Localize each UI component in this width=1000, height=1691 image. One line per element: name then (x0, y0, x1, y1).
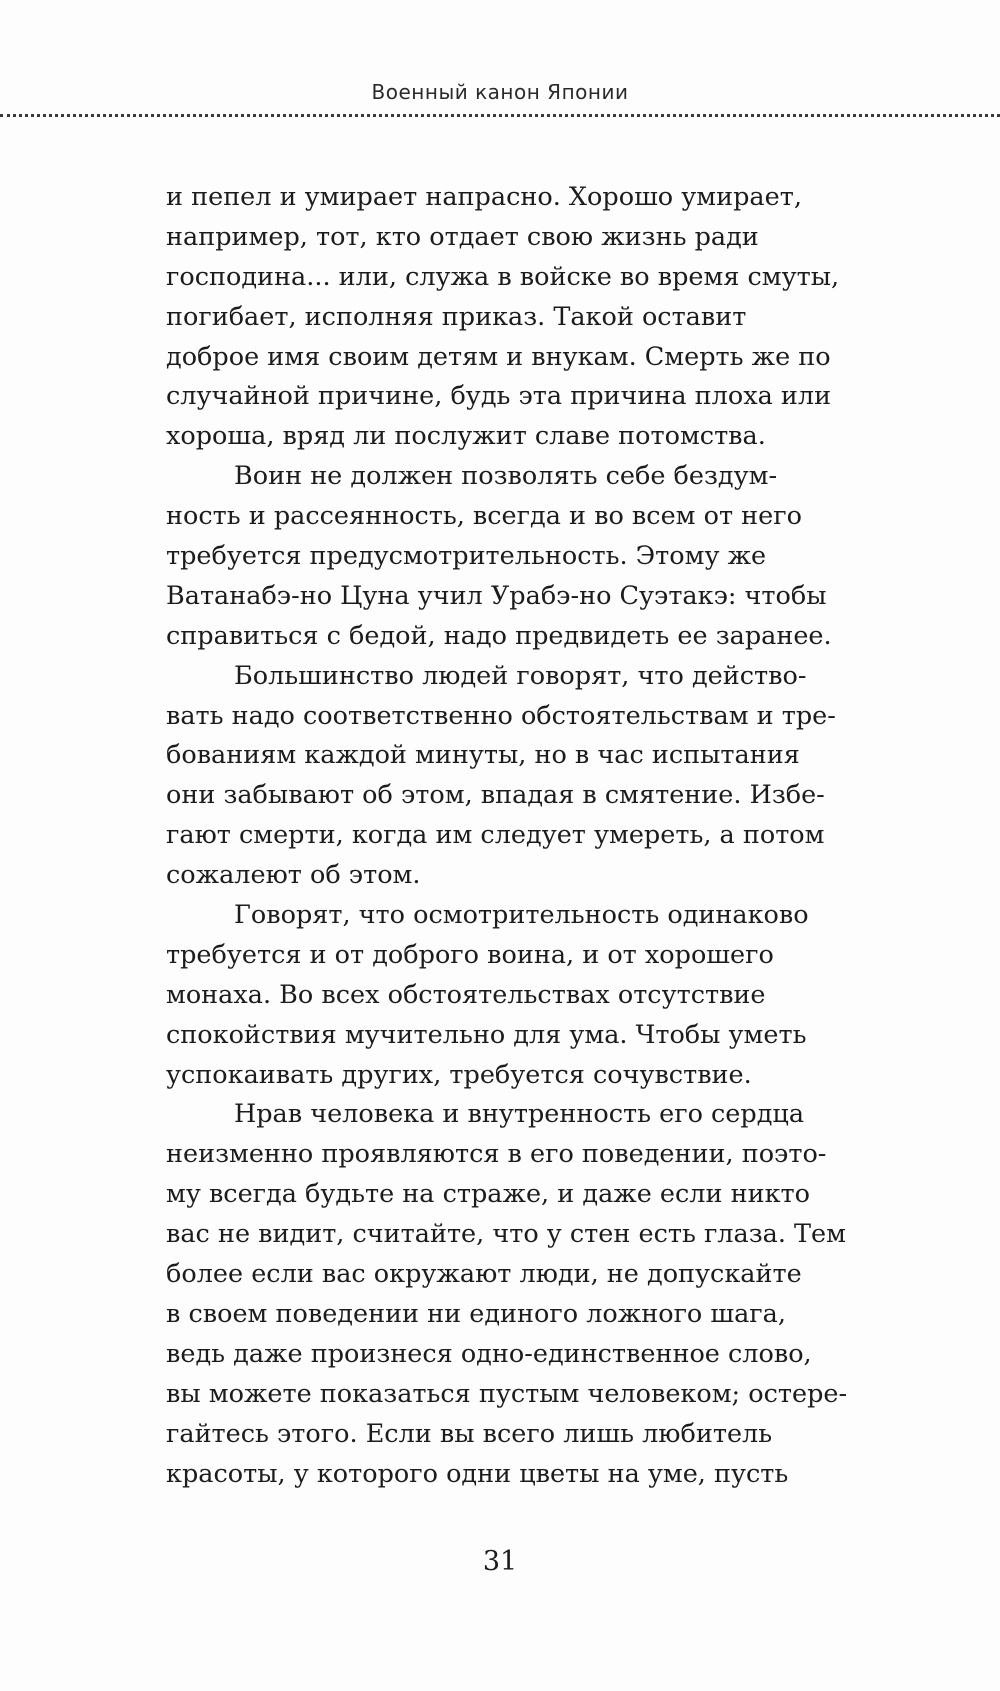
text-line: бованиям каждой минуты, но в час испытания (166, 740, 800, 771)
text-line: погибает, исполняя приказ. Такой оставит (166, 301, 747, 332)
text-line: вас не видит, считайте, что у стен есть глаза. Тем (166, 1219, 846, 1250)
text-line: успокаивать других, требуется сочувствие. (166, 1059, 752, 1090)
text-line: они забывают об этом, впадая в смятение. Избе- (166, 780, 825, 811)
text-line: неизменно проявляются в его поведении, поэто- (166, 1139, 827, 1170)
text-line: красоты, у которого одни цветы на уме, пусть (166, 1458, 789, 1489)
page-number: 31 (482, 1546, 518, 1577)
text-line: в своем поведении ни единого ложного шага, (166, 1298, 786, 1329)
text-line: более если вас окружают люди, не допускайте (166, 1259, 802, 1290)
text-line: Ватанабэ-но Цуна учил Урабэ-но Суэтакэ: чтобы (166, 580, 827, 611)
text-line: сожалеют об этом. (166, 860, 421, 891)
text-line: спокойствия мучительно для ума. Чтобы уметь (166, 1019, 807, 1050)
text-line: ность и рассеянность, всегда и во всем от него (166, 501, 802, 532)
text-line: и пепел и умирает напрасно. Хорошо умирает, (166, 182, 802, 212)
text-line: например, тот, кто отдает свою жизнь ради (166, 221, 759, 252)
body-text (166, 178, 866, 1494)
text-line: му всегда будьте на страже, и даже если никто (166, 1179, 810, 1210)
header-dotted-rule (0, 114, 1000, 117)
text-line: гайтесь этого. Если вы всего лишь любитель (166, 1418, 773, 1449)
text-line: Воин не должен позволять себе бездум- (234, 461, 778, 492)
text-line: Большинство людей говорят, что действо- (234, 660, 807, 691)
text-line: требуется предусмотрительность. Этому же (166, 541, 767, 572)
text-line: хороша, вряд ли послужит славе потомства. (166, 421, 766, 452)
running-header-title: Военный канон Японии (371, 80, 629, 104)
text-line: ведь даже произнеся одно-единственное слово, (166, 1338, 812, 1369)
text-line: требуется и от доброго воина, и от хорошего (166, 939, 774, 970)
text-line: справиться с бедой, надо предвидеть ее заранее. (166, 620, 832, 651)
text-line: случайной причине, будь эта причина плоха или (166, 381, 832, 412)
text-line: Нрав человека и внутренность его сердца (234, 1099, 805, 1130)
text-line: вы можете показаться пустым человеком; остере- (166, 1378, 848, 1409)
text-line: монаха. Во всех обстоятельствах отсутствие (166, 979, 766, 1010)
text-line: гают смерти, когда им следует умереть, а потом (166, 820, 825, 851)
text-line: доброе имя своим детям и внукам. Смерть же по (166, 341, 831, 372)
text-line: вать надо соответственно обстоятельствам и тре- (166, 700, 836, 731)
text-line: господина... или, служа в войске во время смуты, (166, 261, 840, 292)
text-line: Говорят, что осмотрительность одинаково (234, 900, 809, 931)
